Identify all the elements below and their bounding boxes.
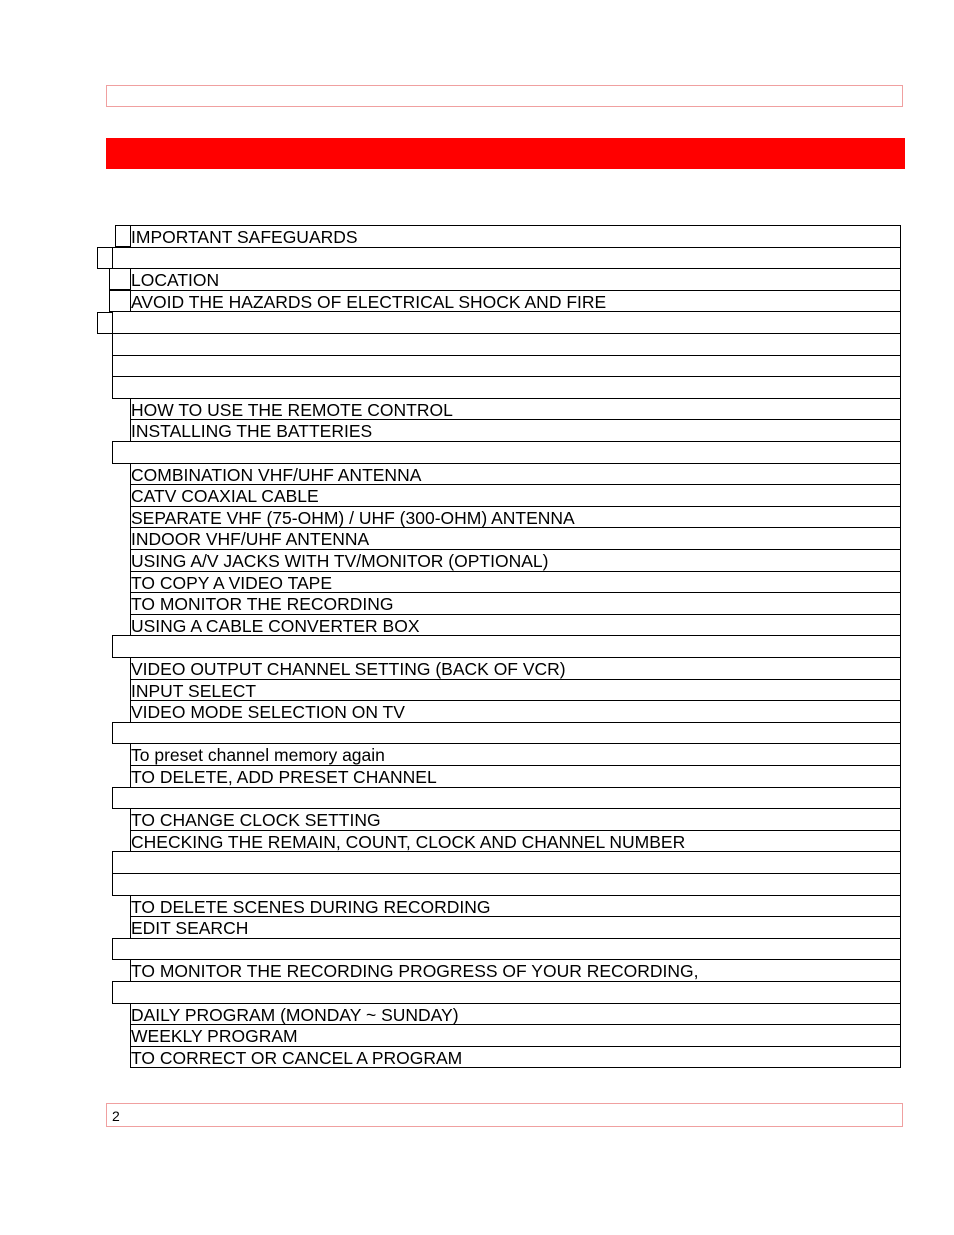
toc-entry-label: AVOID THE HAZARDS OF ELECTRICAL SHOCK AND FIRE <box>131 291 607 312</box>
toc-row <box>130 225 901 248</box>
toc-row <box>130 830 901 853</box>
toc-row <box>130 290 901 313</box>
toc-row <box>130 268 901 291</box>
toc-row <box>130 657 901 680</box>
toc-entry-label: TO MONITOR THE RECORDING <box>131 594 394 615</box>
toc-entry-label: TO MONITOR THE RECORDING PROGRESS OF YOUR RECORDING, <box>131 961 699 982</box>
toc-row <box>130 808 901 831</box>
toc-row <box>130 959 901 982</box>
toc-spacer-row <box>112 722 901 745</box>
toc-row <box>130 700 901 723</box>
toc-entry-label: DAILY PROGRAM (MONDAY ~ SUNDAY) <box>131 1004 459 1025</box>
toc-entry-label: LOCATION <box>131 270 220 291</box>
toc-spacer-row <box>112 787 901 810</box>
toc-entry-label: TO CHANGE CLOCK SETTING <box>131 810 381 831</box>
toc-row <box>130 765 901 788</box>
toc-row <box>130 679 901 702</box>
toc-entry-label: VIDEO MODE SELECTION ON TV <box>131 702 405 723</box>
toc-marker-box <box>97 312 113 334</box>
toc-spacer-row <box>112 441 901 464</box>
toc-spacer-row <box>112 311 901 334</box>
toc-entry-label: INSTALLING THE BATTERIES <box>131 421 373 442</box>
toc-entry-label: USING A/V JACKS WITH TV/MONITOR (OPTIONAL) <box>131 551 549 571</box>
toc-entry-label: USING A CABLE CONVERTER BOX <box>131 615 420 636</box>
toc-row <box>130 592 901 615</box>
toc-row <box>130 743 901 766</box>
toc-entry-label: HOW TO USE THE REMOTE CONTROL <box>131 399 453 420</box>
toc-row <box>130 916 901 939</box>
toc-entry-label: VIDEO OUTPUT CHANNEL SETTING (BACK OF VCR) <box>131 659 566 679</box>
toc-entry-label: TO COPY A VIDEO TAPE <box>131 572 333 593</box>
toc-entry-label: IMPORTANT SAFEGUARDS <box>131 227 358 247</box>
toc-entry-label: WEEKLY PROGRAM <box>131 1026 298 1047</box>
toc-entry-label: TO DELETE SCENES DURING RECORDING <box>131 896 491 917</box>
toc-row <box>130 527 901 550</box>
toc-entry-label: To preset channel memory again <box>131 745 385 766</box>
toc-row <box>130 419 901 442</box>
toc-entry-label: CATV COAXIAL CABLE <box>131 486 319 507</box>
toc-spacer-row <box>112 355 901 378</box>
toc-spacer-row <box>112 376 901 399</box>
toc-entry-label: EDIT SEARCH <box>131 918 249 939</box>
toc-entry-label: COMBINATION VHF/UHF ANTENNA <box>131 464 422 485</box>
toc-row <box>130 895 901 918</box>
toc-row <box>130 571 901 594</box>
toc-spacer-row <box>112 873 901 896</box>
toc-marker-box <box>109 290 131 312</box>
toc-spacer-row <box>112 938 901 961</box>
page-number: 2 <box>112 1108 120 1124</box>
toc-marker-box <box>109 268 131 290</box>
toc-spacer-row <box>112 333 901 356</box>
toc-row <box>130 463 901 486</box>
toc-entry-label: TO CORRECT OR CANCEL A PROGRAM <box>131 1047 463 1068</box>
toc-entry-label: SEPARATE VHF (75-OHM) / UHF (300-OHM) ANTENNA <box>131 507 575 528</box>
toc-spacer-row <box>112 635 901 658</box>
header-frame <box>106 85 903 107</box>
toc-marker-box <box>97 247 113 269</box>
toc-row <box>130 1003 901 1026</box>
toc-entry-label: INPUT SELECT <box>131 680 257 701</box>
toc-row <box>130 1046 901 1069</box>
footer-frame <box>106 1103 903 1127</box>
toc-row <box>130 549 901 572</box>
toc-entry-label: TO DELETE, ADD PRESET CHANNEL <box>131 767 437 787</box>
toc-marker-box <box>115 225 131 247</box>
toc-spacer-row <box>112 851 901 874</box>
toc-entry-label: INDOOR VHF/UHF ANTENNA <box>131 529 370 550</box>
toc-spacer-row <box>112 981 901 1004</box>
toc-row <box>130 506 901 529</box>
toc-row <box>130 1024 901 1047</box>
toc-entry-label: CHECKING THE REMAIN, COUNT, CLOCK AND CHANNEL NUMBER <box>131 831 686 852</box>
toc-row <box>130 484 901 507</box>
toc-spacer-row <box>112 247 901 270</box>
toc-row <box>130 398 901 421</box>
title-bar <box>106 138 905 169</box>
toc-row <box>130 614 901 637</box>
